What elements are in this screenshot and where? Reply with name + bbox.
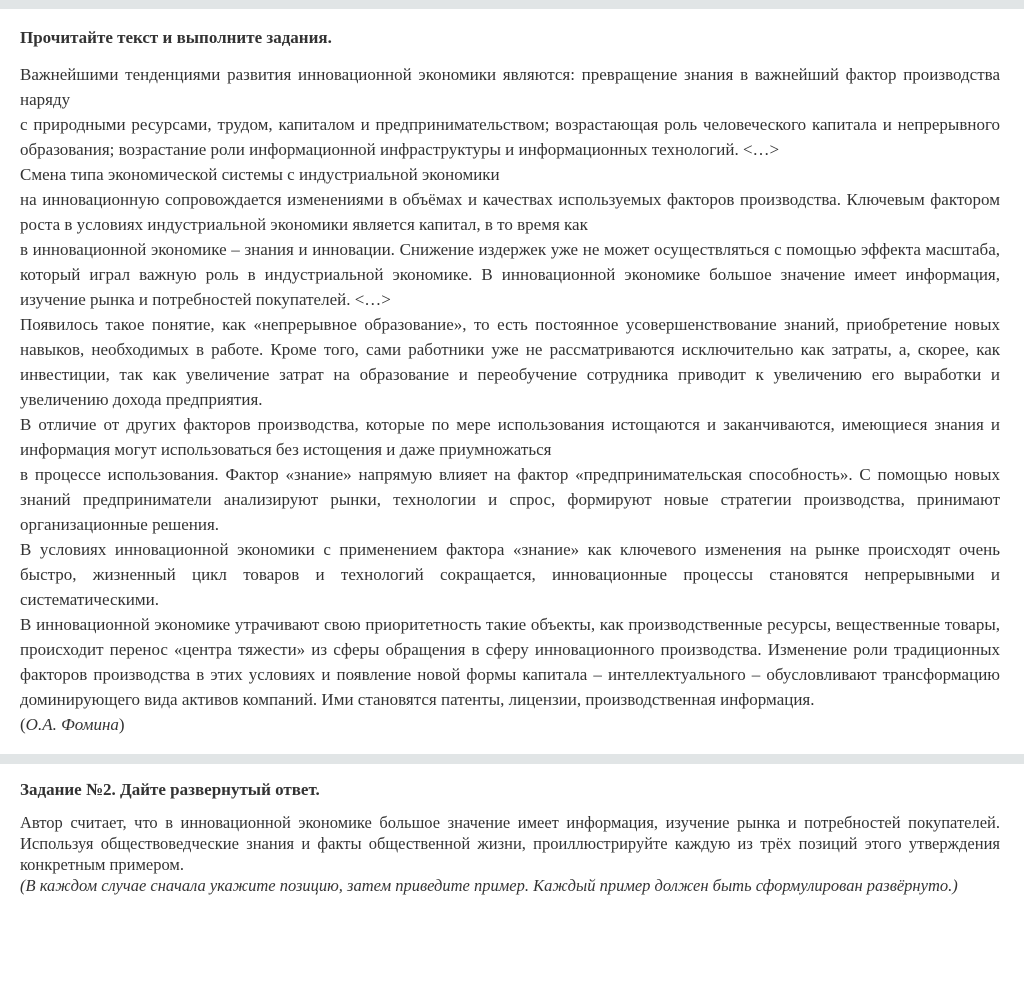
source-author: О.А. Фомина [25,715,119,734]
text-paragraph: с природными ресурсами, трудом, капиталом и предпринимательством; возрастающая роль человеческого капитала и непрерывного образования; возрастание роли информационной инфраструктуры и информационных технологий. <…> [20,115,1000,159]
task-heading: Задание №2. Дайте развернутый ответ. [20,780,320,799]
task-note: (В каждом случае сначала укажите позицию, затем приведите пример. Каждый пример должен быть сформулирован развёрнуто.) [20,876,958,895]
text-paragraph: В отличие от других факторов производства, которые по мере использования истощаются и заканчиваются, имеющиеся знания и информация могут использоваться без истощения и даже приумножаться [20,415,1000,459]
paren-open: ( [20,715,26,734]
text-paragraph: Смена типа экономической системы с индустриальной экономики [20,165,500,184]
text-paragraph: Появилось такое понятие, как «непрерывное образование», то есть постоянное усовершенствование знаний, приобретение новых навыков, необходимых в работе. Кроме того, сами работники уже не рассматриваются исключительно как затраты, а, скорее, как инвестиции, так как увеличение затрат на образование и переобучение сотрудника приводит к увеличению его выработки и увеличению дохода предприятия. [20,315,1000,409]
source-citation [20,712,1000,737]
reading-text-section [0,25,1024,737]
task-text: Автор считает, что в инновационной экономике большое значение имеет информация, изучение рынка и потребностей покупателей. Используя обществоведческие знания и факты общественной жизни, проиллюстрируйте каждую из трёх позиций этого утверждения конкретным примером. [20,813,1000,874]
paren-close: ) [118,715,125,734]
text-paragraph: в процессе использования. Фактор «знание» напрямую влияет на фактор «предпринимательская способность». С помощью новых знаний предприниматели анализируют рынки, технологии и спрос, формируют новые стратегии производства, принимают организационные решения. [20,465,1000,534]
text-paragraph: на инновационную сопровождается изменениями в объёмах и качествах используемых факторов производства. Ключевым фактором роста в условиях индустриальной экономики является капитал, в то время как [20,190,1000,234]
task-section [0,779,1024,896]
text-paragraph: В инновационной экономике утрачивают свою приоритетность такие объекты, как производственные ресурсы, вещественные товары, происходит перенос «центра тяжести» из сферы обращения в сферу инновационного производства. Изменение роли традиционных факторов производства в этих условиях и появление новой формы капитала – интеллектуального – обусловливают трансформацию доминирующего вида активов компаний. Ими становятся патенты, лицензии, производственная информация. [20,615,1000,709]
text-paragraph: Важнейшими тенденциями развития инновационной экономики являются: превращение знания в важнейший фактор производства наряду [20,65,1000,109]
top-divider [0,0,1024,9]
section-divider [0,754,1024,764]
section-heading: Прочитайте текст и выполните задания. [20,28,332,47]
text-paragraph: В условиях инновационной экономики с применением фактора «знание» как ключевого изменения на рынке происходят очень быстро, жизненный цикл товаров и технологий сокращается, инновационные процессы становятся непрерывными и систематическими. [20,540,1000,609]
text-paragraph: в инновационной экономике – знания и инновации. Снижение издержек уже не может осуществляться с помощью эффекта масштаба, который играл важную роль в индустриальной экономике. В инновационной экономике большое значение имеет информация, изучение рынка и потребностей покупателей. <…> [20,240,1000,309]
